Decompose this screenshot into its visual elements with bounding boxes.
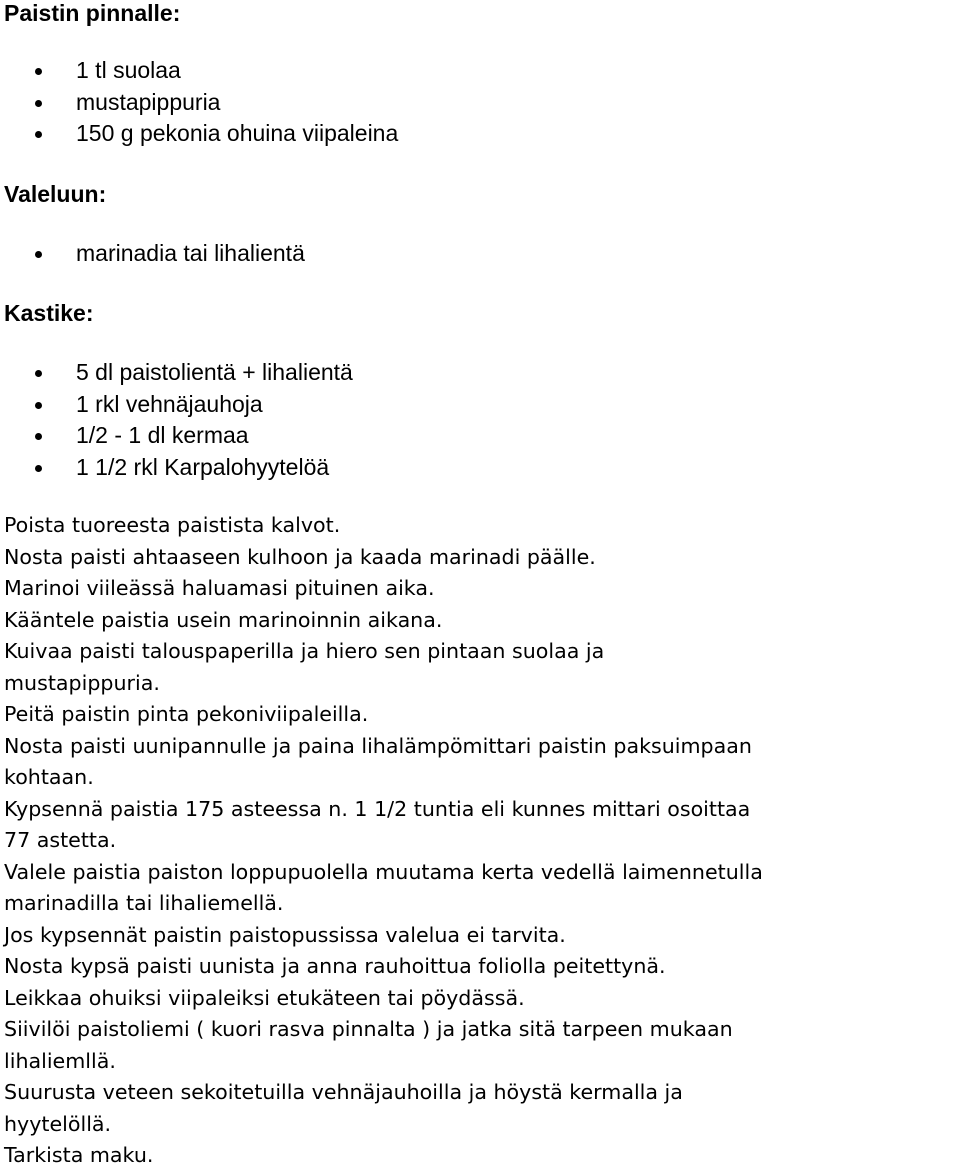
instruction-line: Marinoi viileässä haluamasi pituinen aika. [4,576,435,600]
list-item [0,452,353,484]
instruction-step [4,731,960,794]
instruction-line: Nosta paisti uunipannulle ja paina lihalämpömittari paistin paksuimpaan [4,733,752,758]
instruction-line: Nosta paisti ahtaaseen kulhoon ja kaada marinadi päälle. [4,544,596,569]
list-item [0,55,398,87]
instruction-step [4,951,960,983]
instruction-line: Suurusta veteen sekoitetuilla vehnäjauhoilla ja höystä kermalla ja [4,1080,683,1104]
instruction-line: lihaliemllä. [4,1048,116,1073]
ingredient-text: 5 dl paistolientä + lihalientä [76,359,353,385]
instruction-line: marinadilla tai lihaliemellä. [4,891,284,915]
section-heading-sauce: Kastike: [4,300,94,326]
ingredient-text: 1/2 - 1 dl kermaa [76,422,249,448]
bullet-icon [35,433,42,440]
section-heading-surface: Paistin pinnalle: [4,0,181,26]
instruction-step [4,920,960,952]
list-item [0,357,353,389]
instruction-line: Kuivaa paisti talouspaperilla ja hiero sen pintaan suolaa ja [4,639,605,663]
instruction-step [4,542,960,574]
instruction-line: Peitä paistin pinta pekoniviipaleilla. [4,702,369,726]
bullet-icon [35,402,42,409]
ingredient-text: 1 rkl vehnäjauhoja [76,390,263,417]
instruction-line: Kypsennä paistia 175 asteessa n. 1 1/2 tuntia eli kunnes mittari osoittaa [4,796,751,821]
ingredient-text: marinadia tai lihalientä [76,240,305,266]
instruction-line: Kääntele paistia usein marinoinnin aikana. [4,607,443,632]
instruction-line: Valele paistia paiston loppupuolella muutama kerta vedellä laimennetulla [4,859,763,884]
ingredient-list-surface [0,55,398,150]
instruction-step [4,573,960,605]
instruction-step [4,983,960,1015]
list-item [0,87,398,119]
instruction-line: Poista tuoreesta paistista kalvot. [4,513,341,537]
instruction-step [4,605,960,637]
instruction-step [4,636,960,699]
instruction-line: Leikkaa ohuiksi viipaleiksi etukäteen tai pöydässä. [4,985,525,1010]
instruction-step [4,794,960,857]
bullet-icon [35,68,42,75]
section-heading-basting: Valeluun: [4,181,107,207]
instruction-step [4,1077,960,1140]
ingredient-list-basting [0,238,305,270]
list-item [0,389,353,421]
bullet-icon [35,251,42,258]
instruction-line: hyytelöllä. [4,1111,112,1136]
instruction-line: 77 astetta. [4,828,117,852]
instruction-step [4,699,960,731]
list-item [0,238,305,270]
bullet-icon [35,131,42,138]
instruction-line: Nosta kypsä paisti uunista ja anna rauhoittua foliolla peitettynä. [4,954,666,978]
instruction-step [4,1140,960,1172]
instruction-line: kohtaan. [4,765,94,789]
instruction-step [4,857,960,920]
bullet-icon [35,465,42,472]
ingredient-text: 150 g pekonia ohuina viipaleina [76,120,399,146]
list-item [0,118,398,150]
ingredient-list-sauce [0,357,353,483]
instruction-line: Siivilöi paistoliemi ( kuori rasva pinnalta ) ja jatka sitä tarpeen mukaan [4,1017,733,1041]
instructions [4,510,960,1172]
instruction-line: mustapippuria. [4,670,160,695]
bullet-icon [35,100,42,107]
bullet-icon [35,370,42,377]
instruction-line: Tarkista maku. [4,1143,154,1167]
ingredient-text: mustapippuria [76,88,221,115]
ingredient-text: 1 1/2 rkl Karpalohyytelöä [76,453,330,480]
instruction-step [4,510,960,542]
instruction-line: Jos kypsennät paistin paistopussissa valelua ei tarvita. [4,922,566,947]
instruction-step [4,1014,960,1077]
list-item [0,420,353,452]
ingredient-text: 1 tl suolaa [76,57,181,83]
